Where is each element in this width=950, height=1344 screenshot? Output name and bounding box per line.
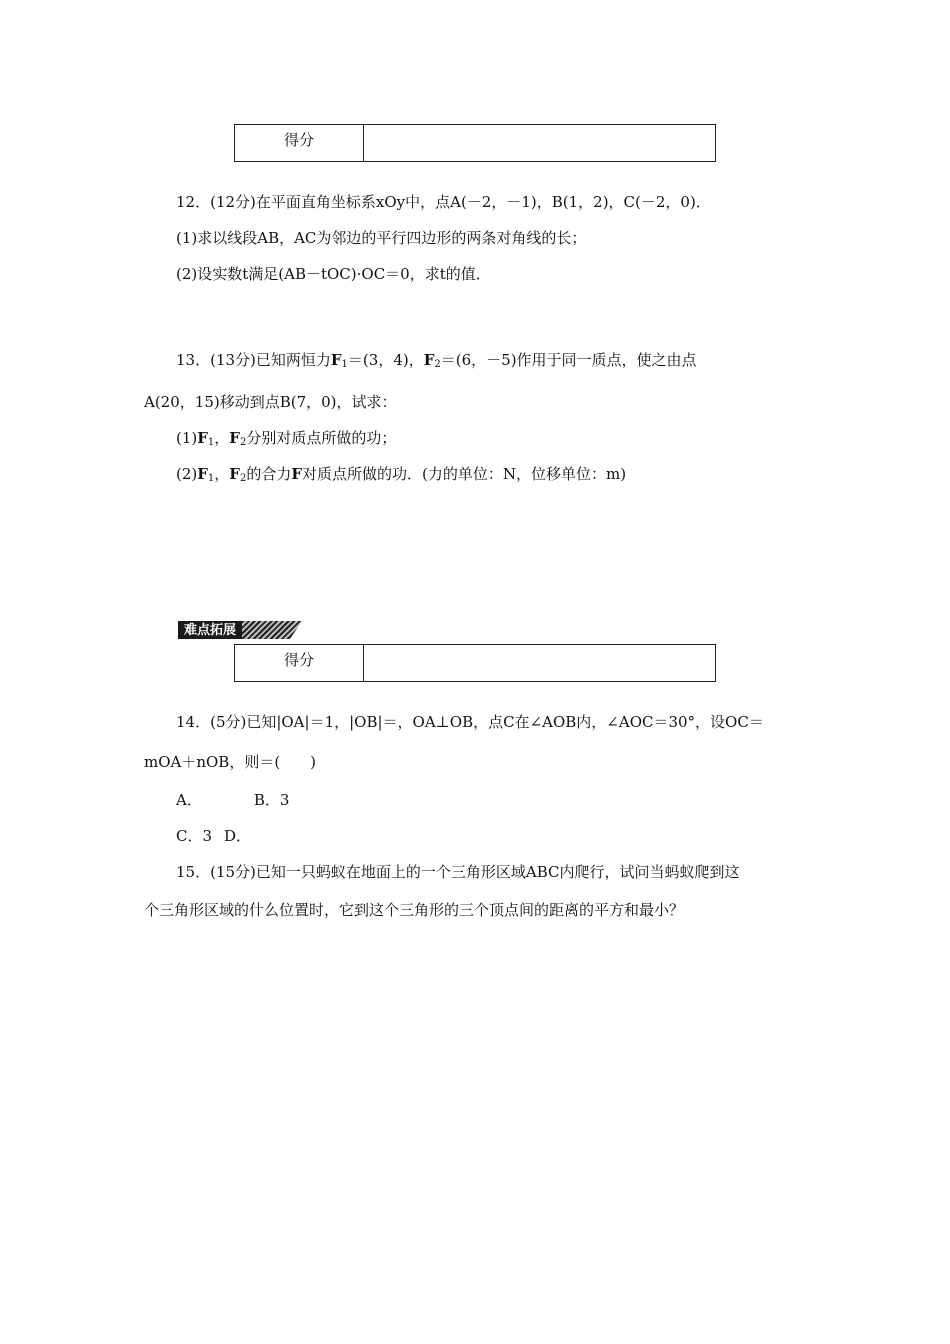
score-label: 得分 <box>235 645 364 681</box>
q14-options-ab <box>176 790 289 810</box>
force-symbol: F <box>330 351 342 369</box>
q12-part1: (1)求以线段AB，AC为邻边的平行四边形的两条对角线的长； <box>176 229 587 247</box>
score-table <box>234 124 716 162</box>
section-banner <box>178 620 302 640</box>
score-value-cell[interactable] <box>364 645 715 681</box>
q14-option-d: D． <box>224 827 252 845</box>
q14-option-c: C．3 <box>176 827 213 845</box>
q13-part1: $(1)F_1$，$F_2$分别对质点所做的功； <box>176 429 397 448</box>
q13-stem-line2: A(20，15)移动到点B(7，0)，试求： <box>144 393 397 411</box>
q14-option-a: A． <box>176 791 202 809</box>
q13-stem-b: ＝(3，4)， <box>347 351 424 369</box>
q12-stem: 12．(12分)在平面直角坐标系xOy中，点A(－2，－1)，B(1，2)，C(－2，0)． <box>176 193 711 211</box>
q15-stem: 15．(15分)已知一只蚂蚁在地面上的一个三角形区域ABC内爬行，试问当蚂蚁爬到这 <box>176 863 740 881</box>
score-value-cell[interactable] <box>364 125 715 161</box>
banner-hatch-decoration <box>242 621 302 639</box>
q15-stem-line2: 个三角形区域的什么位置时，它到这个三角形的三个顶点间的距离的平方和最小？ <box>144 901 685 919</box>
q13-part2: $(2)F_1$，$F_2$的合力F对质点所做的功．(力的单位：N，位移单位：m) <box>176 465 627 484</box>
q13-stem-c: ＝(6，－5)作用于同一质点，使之由点 <box>440 351 697 369</box>
q12-part2: (2)设实数t满足(AB－tOC)·OC＝0，求t的值． <box>176 265 491 283</box>
q14-stem-line2: mOA＋nOB，则＝( ) <box>144 753 317 771</box>
q14-options-cd <box>176 826 251 846</box>
q13-stem: 13．(13分)已知两恒力$F_1=(3$，4)，$F_2=(6$，－5)作用于同一质点，使之由点 <box>176 351 697 370</box>
score-label: 得分 <box>235 125 364 161</box>
q14-option-b: B．3 <box>253 791 290 809</box>
q13-stem-a: 13．(13分)已知两恒力 <box>176 351 331 369</box>
q14-stem: 14．(5分)已知|OA|＝1，|OB|＝，OA⊥OB，点C在∠AOB内，∠AOC＝30°，设OC＝ <box>176 713 764 731</box>
section-banner-text: 难点拓展 <box>178 621 242 639</box>
score-table <box>234 644 716 682</box>
force-symbol: F <box>423 351 435 369</box>
